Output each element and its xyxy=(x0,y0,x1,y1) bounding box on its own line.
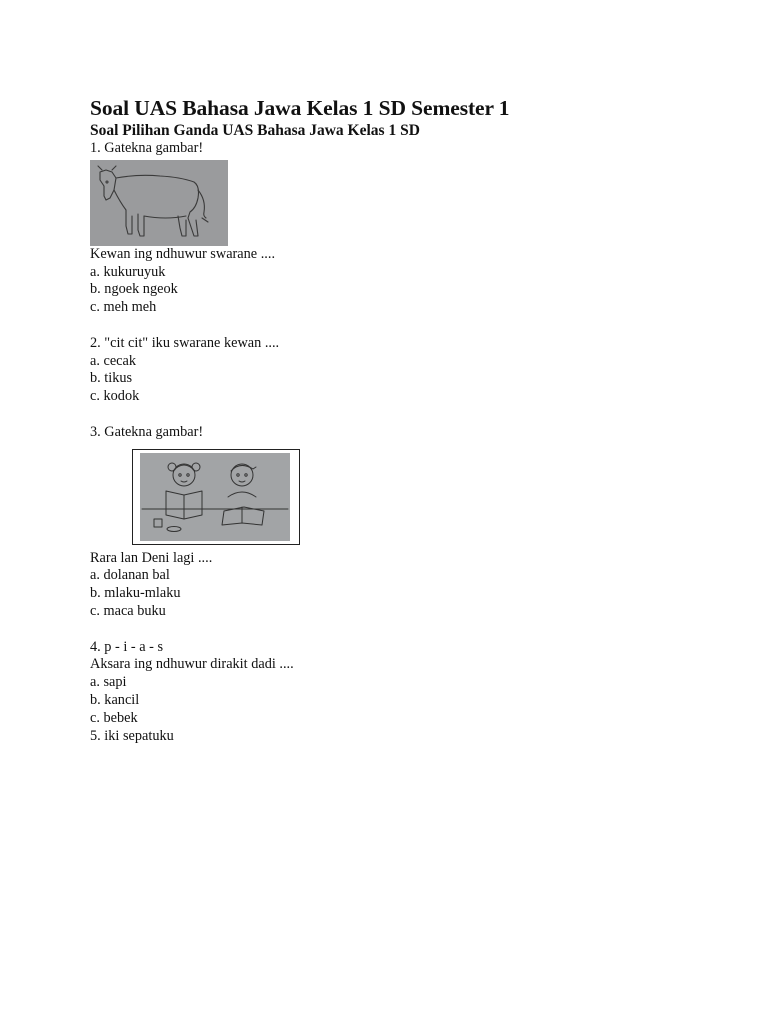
q1-prompt: 1. Gatekna gambar! xyxy=(90,140,204,156)
reading-children-figure-frame xyxy=(132,449,300,545)
document-page xyxy=(90,94,690,745)
q1-question: Kewan ing ndhuwur swarane .... xyxy=(90,245,276,262)
q3-option-c: c. maca buku xyxy=(90,602,166,619)
q5-question: 5. iki sepatuku xyxy=(90,727,174,744)
q4-option-b: b. kancil xyxy=(90,691,140,708)
q1-option-a: a. kukuruyuk xyxy=(90,263,166,280)
q2-option-a: a. cecak xyxy=(90,352,137,369)
q4-question: Aksara ing ndhuwur dirakit dadi .... xyxy=(90,656,294,673)
q2-option-c: c. kodok xyxy=(90,388,140,405)
children-reading-illustration xyxy=(140,453,290,541)
page-title: Soal UAS Bahasa Jawa Kelas 1 SD Semester 1 xyxy=(90,96,510,120)
q2-question: 2. "cit cit" iku swarane kewan .... xyxy=(90,334,280,351)
q3-option-b: b. mlaku-mlaku xyxy=(90,585,181,602)
q1-option-b: b. ngoek ngeok xyxy=(90,281,178,298)
section-heading: Soal Pilihan Ganda UAS Bahasa Jawa Kelas 1 SD xyxy=(90,122,420,139)
q3-option-a: a. dolanan bal xyxy=(90,567,170,584)
cow-illustration xyxy=(90,160,228,246)
q4-prompt: 4. p - i - a - s xyxy=(90,638,164,655)
q4-option-a: a. sapi xyxy=(90,674,127,691)
q3-question: Rara lan Deni lagi .... xyxy=(90,549,213,566)
q1-option-c: c. meh meh xyxy=(90,299,157,316)
q4-option-c: c. bebek xyxy=(90,709,138,726)
q3-prompt: 3. Gatekna gambar! xyxy=(90,423,204,440)
q2-option-b: b. tikus xyxy=(90,370,133,387)
